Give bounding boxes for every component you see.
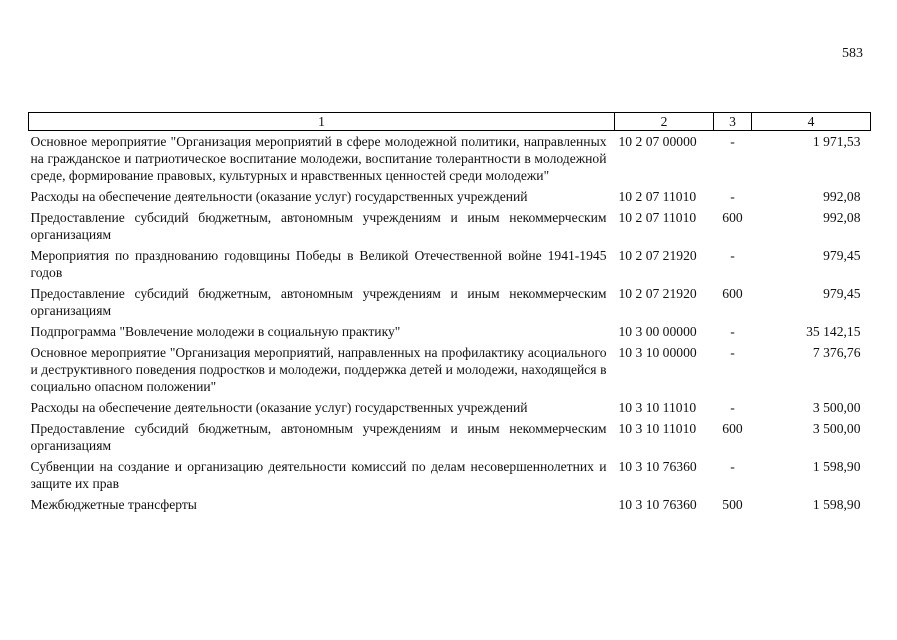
- row-type: -: [730, 248, 735, 263]
- table-row: [29, 456, 871, 494]
- table-row: [29, 131, 871, 187]
- row-name: Предоставление субсидий бюджетным, автономным учреждениям и иным некоммерческим организациям: [30, 421, 607, 453]
- table-row: [29, 245, 871, 283]
- header-col-1: 1: [29, 113, 615, 131]
- row-type: 600: [722, 210, 743, 225]
- table-row: [29, 494, 871, 515]
- row-amount: 1 971,53: [812, 134, 861, 149]
- row-code: 10 3 10 11010: [618, 400, 697, 415]
- row-name: Расходы на обеспечение деятельности (оказание услуг) государственных учреждений: [30, 400, 528, 415]
- budget-table: [28, 112, 871, 515]
- row-code: 10 3 10 76360: [618, 497, 697, 512]
- row-code: 10 2 07 11010: [618, 189, 697, 204]
- row-amount: 35 142,15: [806, 324, 861, 339]
- table-row: [29, 397, 871, 418]
- row-name: Предоставление субсидий бюджетным, автономным учреждениям и иным некоммерческим организациям: [30, 210, 607, 242]
- row-name: Мероприятия по празднованию годовщины Победы в Великой Отечественной войне 1941-1945 годов: [30, 248, 607, 280]
- row-amount: 979,45: [823, 248, 861, 263]
- row-amount: 3 500,00: [812, 421, 861, 436]
- row-code: 10 3 00 00000: [618, 324, 697, 339]
- row-type: -: [730, 324, 735, 339]
- row-amount: 1 598,90: [812, 497, 861, 512]
- table-row: [29, 283, 871, 321]
- row-name: Подпрограмма "Вовлечение молодежи в социальную практику": [30, 324, 401, 339]
- table-row: [29, 186, 871, 207]
- row-code: 10 2 07 21920: [618, 286, 697, 301]
- row-code: 10 3 10 11010: [618, 421, 697, 436]
- row-name: Субвенции на создание и организацию деятельности комиссий по делам несовершеннолетних и защите их прав: [30, 459, 607, 491]
- row-type: -: [730, 345, 735, 360]
- row-amount: 1 598,90: [812, 459, 861, 474]
- table-row: [29, 207, 871, 245]
- row-name: Расходы на обеспечение деятельности (оказание услуг) государственных учреждений: [30, 189, 528, 204]
- row-amount: 979,45: [823, 286, 861, 301]
- row-type: -: [730, 134, 735, 149]
- row-code: 10 3 10 00000: [618, 345, 697, 360]
- row-name: Основное мероприятие "Организация мероприятий, направленных на профилактику асоциального и деструктивного поведения подростков и молодежи, поддержка детей и молодежи, находящейся в социально опасном положении": [30, 345, 607, 394]
- page-number: 583: [842, 46, 863, 61]
- row-name: Предоставление субсидий бюджетным, автономным учреждениям и иным некоммерческим организациям: [30, 286, 607, 318]
- row-name: Межбюджетные трансферты: [30, 497, 197, 512]
- row-code: 10 2 07 11010: [618, 210, 697, 225]
- table-row: [29, 418, 871, 456]
- row-type: -: [730, 459, 735, 474]
- header-col-3: 3: [714, 113, 752, 131]
- row-code: 10 2 07 00000: [618, 134, 697, 149]
- row-type: -: [730, 400, 735, 415]
- row-amount: 992,08: [823, 189, 861, 204]
- row-type: -: [730, 189, 735, 204]
- row-amount: 7 376,76: [812, 345, 861, 360]
- row-type: 600: [722, 286, 743, 301]
- row-type: 600: [722, 421, 743, 436]
- table-row: [29, 342, 871, 397]
- header-col-2: 2: [615, 113, 714, 131]
- row-amount: 992,08: [823, 210, 861, 225]
- table-row: [29, 321, 871, 342]
- table-header-row: [29, 113, 871, 131]
- row-name: Основное мероприятие "Организация мероприятий в сфере молодежной политики, направленных на гражданское и патриотическое воспитание молодежи, воспитание толерантности в молодежной среде, формирование правовых, культурных и нравственных ценностей среди молодежи": [30, 134, 607, 183]
- row-code: 10 3 10 76360: [618, 459, 697, 474]
- header-col-4: 4: [752, 113, 871, 131]
- row-type: 500: [722, 497, 743, 512]
- row-amount: 3 500,00: [812, 400, 861, 415]
- row-code: 10 2 07 21920: [618, 248, 697, 263]
